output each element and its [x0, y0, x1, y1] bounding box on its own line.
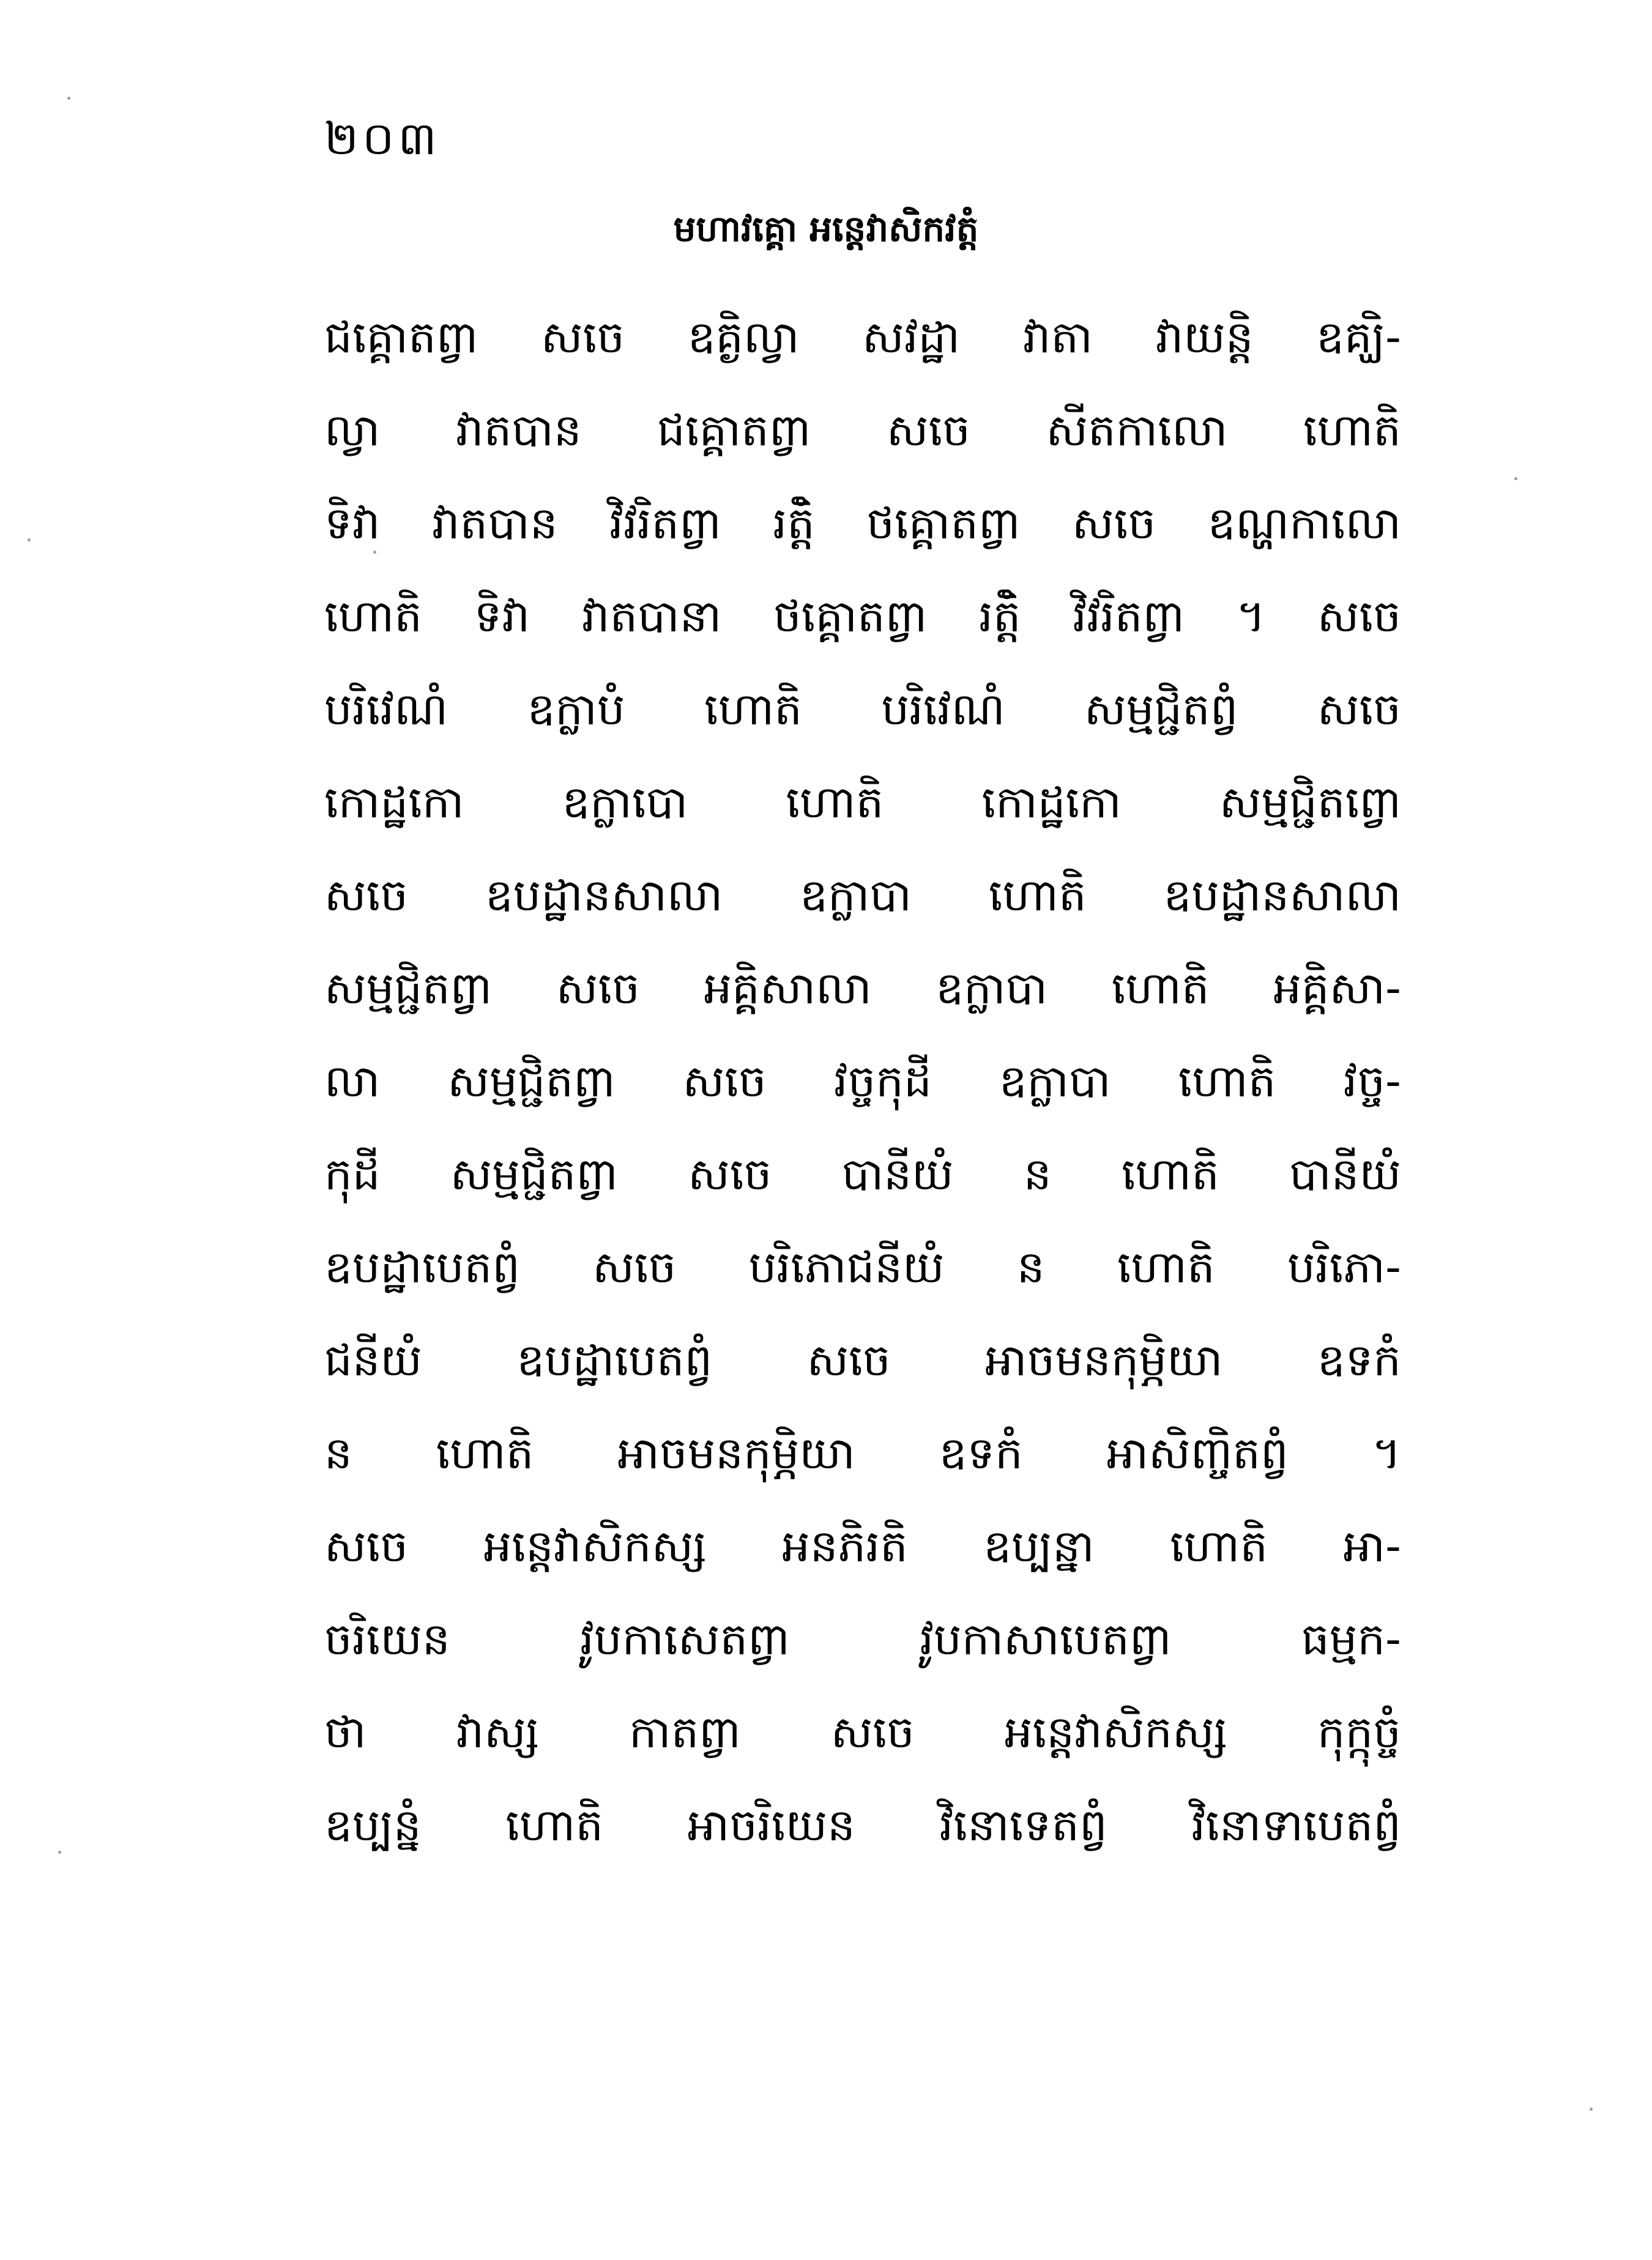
text-line: សចេ អន្តេវាសិកស្ស អនភិរតិ ឧប្បន្នា ហោតិ អា-	[324, 1520, 1401, 1572]
scan-speck	[67, 97, 70, 100]
text-line: ហោតិ ទិវា វាតបានា ថគ្គោតព្វា រត្តិំ វិវរិតព្វា ។ សចេ	[324, 590, 1401, 642]
text-line: សម្មជ្ជិតព្វា សចេ អគ្គិសាលា ឧក្លាបា ហោតិ អគ្គិសា-	[324, 962, 1401, 1014]
text-line: ជនីយំ ឧបដ្ឋាបេតព្វំ សចេ អាចមនកុម្ភិយា ឧទកំ	[324, 1334, 1401, 1386]
text-line: ន ហោតិ អាចមនកុម្ភិយា ឧទកំ អាសិញ្ចិតព្វំ ។	[324, 1427, 1401, 1479]
scan-speck	[58, 1851, 61, 1854]
text-line: ល្វា វាតបាន ជគ្គោតព្វា សចេ សីតកាលោ ហោតិ	[324, 404, 1401, 456]
text-line: កុដី សម្មជ្ជិតព្វា សចេ បានីយំ ន ហោតិ បានីយំ	[324, 1148, 1401, 1200]
scan-speck	[1590, 2108, 1593, 2111]
text-line: ជគ្គោតព្វា សចេ ឧគ្ងិល្វា សវដ្ឋា វាតា វាយន្តិ ឧគ្ឃិ-	[324, 311, 1401, 363]
text-line: ទិវា វាតបាន វិវរិតព្វា រត្តិំ ថគ្គោតព្វា សចេ ឧណ្ហកាលោ	[324, 497, 1401, 549]
page-number: ២០៣	[324, 113, 441, 165]
scan-speck	[28, 538, 31, 541]
text-line: សចេ ឧបដ្ឋានសាលា ឧក្លាបា ហោតិ ឧបដ្ឋានសាលា	[324, 869, 1401, 921]
text-line: ឧបដ្ឋាបេតព្វំ សចេ បរិភោជនីយំ ន ហោតិ បរិភោ-	[324, 1241, 1401, 1293]
text-line: លា សម្មជ្ជិតព្វា សចេ វច្ចកុដី ឧក្លាបា ហោតិ វច្ច-	[324, 1055, 1401, 1107]
text-line: បរិវេណំ ឧក្លាបំ ហោតិ បរិវេណំ សម្មជ្ជិតព្វំ សចេ	[324, 683, 1401, 735]
text-line: កោដ្ឋកោ ឧក្លាបោ ហោតិ កោដ្ឋកោ សម្មជ្ជិតព្វោ	[324, 776, 1401, 828]
text-line: ឧប្បន្នំ ហោតិ អាចរិយេន វិនោទេតព្វំ វិនោទាបេតព្វំ	[324, 1799, 1401, 1851]
running-header: មហាវគ្គោ អន្តេវាសិកវត្តំ	[673, 208, 979, 250]
scan-speck	[1514, 477, 1517, 480]
body-text	[324, 291, 1401, 1872]
text-line: ចរិយេន វូបកាសេតព្វា វូបកាសាបេតព្វា ធម្មក-	[324, 1613, 1401, 1665]
text-line: ថា វាស្ស កាតព្វា សចេ អន្តេវាសិកស្ស កុក្កុច្ចំ	[324, 1706, 1401, 1758]
